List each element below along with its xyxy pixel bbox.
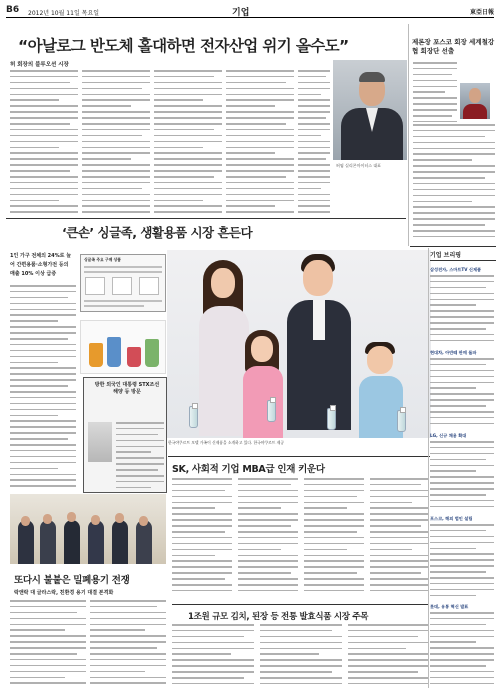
fermented-food-headline: 1조원 규모 김치, 된장 등 전통 발효식품 시장 주목 [188,612,369,622]
rail-item: LG, 신규 채용 확대 [430,433,467,438]
section-divider [6,218,406,219]
sidebar-photo [88,422,112,462]
publication-date: 2012년 10월 11일 목요일 [28,10,100,17]
infobox-title: 싱글족 주요 구매 상품 [84,257,121,262]
single-households-headline: ‘큰손’ 싱글족, 생활용품 시장 흔든다 [62,225,253,240]
container-war-col-2 [90,600,166,688]
sidebar-box [83,377,167,493]
single-households-subhead: 1인 가구 전체의 24%로 늘어 간편용품·소형가전 등의 매출 10% 이상 급증 [10,253,72,277]
column-divider [408,24,409,246]
lead-article-col-1 [10,70,78,215]
fermented-food-col-1 [172,624,254,688]
sk-article-col-3 [304,478,364,598]
divider-photo [168,456,430,457]
sk-article-col-4 [370,478,428,598]
lead-headline: “아날로그 반도체 홀대하면 전자산업 위기 올수도” [18,37,349,55]
section-name: 기업 [232,8,250,18]
lead-article-col-4 [226,70,294,215]
fermented-food-col-3 [348,624,428,688]
lead-article-col-3 [154,70,222,215]
right-column-article-cont [413,124,495,244]
container-war-subhead: 락앤락 대 글라스락, 친환경 용기 대결 본격화 [14,590,114,596]
single-households-article [10,285,76,490]
sidebar-title: 방한 외국인 대통령 STX조선 해양 등 방문 [94,382,160,395]
rail-divider [410,246,496,247]
single-products-photo [80,320,166,374]
right-column-article [413,62,457,122]
group-photo [10,494,166,564]
page-number: B6 [6,5,20,15]
rail-item: 현대차, 아반떼 판매 돌파 [430,350,477,355]
single-households-infobox [80,254,166,312]
sk-article-col-2 [238,478,298,598]
lead-photo-caption: 허염 실리콘마이터스 대표 [336,163,382,168]
paper-name: 東亞日報 [469,9,494,16]
divider-mid [172,604,428,605]
right-column-headline: 제론장 포스코 회장 세계철강협 회장단 선출 [412,38,495,55]
container-war-headline: 또다시 불붙은 밀폐용기 전쟁 [14,575,130,586]
rail-item-body [430,612,494,688]
right-column-portrait [460,83,490,119]
rail-item: 롯데, 유통 혁신 발표 [430,604,469,609]
rail-heading: 기업 브리핑 [430,250,496,261]
lead-portrait-photo [333,60,407,160]
family-ad-photo [167,250,431,438]
rail-item: 삼성전자, 스마트TV 신제품 [430,267,482,272]
container-war-col-1 [10,600,86,688]
rail-item-body [430,358,494,428]
lead-subhead: 허 회장의 블루오션 시장 [10,62,69,68]
masthead [6,4,494,18]
lead-article-col-2 [82,70,150,215]
lead-article-col-5 [298,70,330,215]
sk-headline: SK, 사회적 기업 MBA급 인재 키운다 [172,464,325,475]
rail-item-body [430,275,494,345]
family-photo-caption: 한국야쿠르트 모델 가족이 신제품을 소개하고 있다. 한국야쿠르트 제공 [168,440,285,445]
sk-article-col-1 [172,478,232,598]
rail-item-body [430,524,494,600]
rail-vertical-divider [428,248,429,688]
fermented-food-col-2 [260,624,342,688]
rail-item: 포스코, 해외 법인 설립 [430,516,473,521]
rail-item-body [430,441,494,511]
